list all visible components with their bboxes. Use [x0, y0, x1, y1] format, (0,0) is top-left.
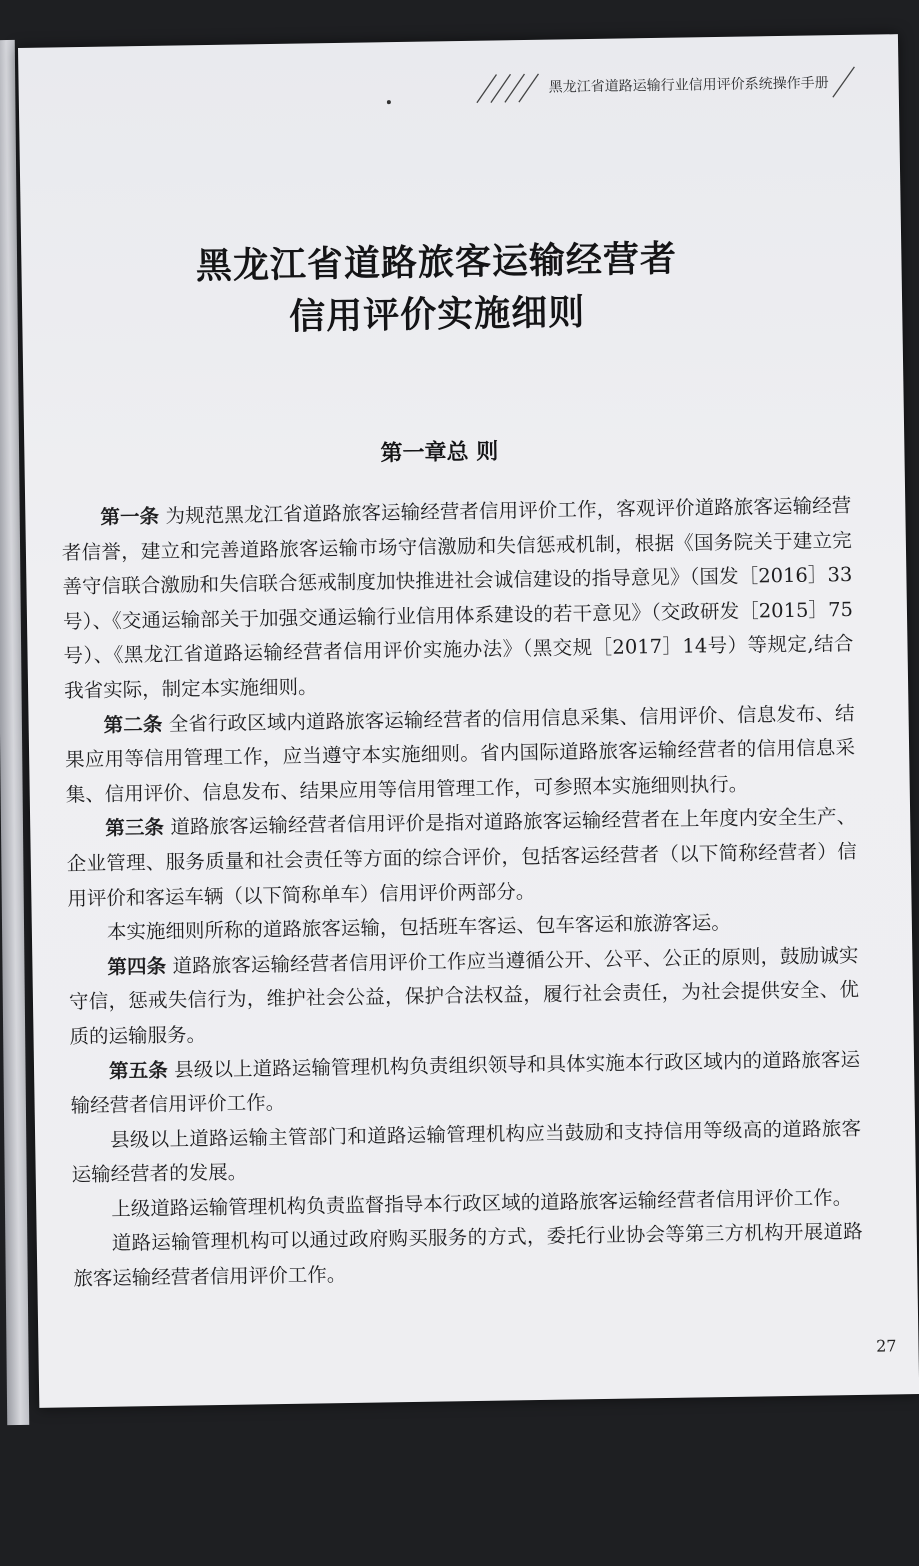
article-paragraph	[64, 697, 856, 813]
article-text: 本实施细则所称的道路旅客运输，包括班车客运、包车客运和旅游客运。	[106, 911, 732, 944]
article-label: 第五条	[108, 1058, 169, 1083]
page-number: 27	[875, 1336, 897, 1356]
body-text	[61, 489, 863, 1297]
article-label: 第三条	[105, 816, 165, 841]
header-dot	[387, 100, 391, 104]
header-slashes-decoration	[466, 70, 545, 105]
chapter-heading: 第一章总 则	[380, 438, 499, 467]
article-text: 道路运输管理机构可以通过政府购买服务的方式，委托行业协会等第三方机构开展道路旅客运输经营者信用评价工作。	[73, 1220, 863, 1291]
running-header	[466, 65, 858, 105]
article-text: 上级道路运输管理机构负责监督指导本行政区域的道路旅客运输经营者信用评价工作。	[111, 1185, 853, 1221]
article-paragraph	[61, 489, 854, 709]
running-header-title: 黑龙江省道路运输行业信用评价系统操作手册	[548, 75, 829, 96]
article-paragraph	[73, 1215, 864, 1297]
article-paragraph	[70, 1042, 861, 1124]
article-label: 第二条	[103, 712, 163, 737]
article-label: 第四条	[107, 954, 167, 979]
document-title	[21, 230, 853, 347]
article-text: 县级以上道路运输主管部门和道路运输管理机构应当鼓励和支持信用等级高的道路旅客运输经营者的发展。	[71, 1116, 862, 1187]
article-paragraph	[66, 800, 858, 916]
article-text: 县级以上道路运输管理机构负责组织领导和具体实施本行政区域内的道路旅客运输经营者信用评价工作。	[70, 1047, 861, 1118]
article-paragraph	[71, 1112, 862, 1194]
article-text: 道路旅客运输经营者信用评价工作应当遵循公开、公平、公正的原则，鼓励诚实守信，惩戒失信行为，维护社会公益，保护合法权益，履行社会责任，为社会提供安全、优质的运输服务。	[68, 943, 860, 1049]
article-label: 第一条	[100, 504, 160, 529]
article-paragraph	[68, 939, 860, 1055]
article-text: 道路旅客运输经营者信用评价是指对道路旅客运输经营者在上年度内安全生产、企业管理、服务质量和社会责任等方面的综合评价，包括客运经营者（以下简称经营者）信用评价和客运车辆（以下简称单车）信用评价两部分。	[66, 805, 857, 910]
article-text: 全省行政区域内道路旅客运输经营者的信用信息采集、信用评价、信息发布、结果应用等信用管理工作，应当遵守本实施细则。省内国际道路旅客运输经营者的信用信息采集、信用评价、信息发布、结果应用等信用管理工作，可参照本实施细则执行。	[65, 701, 856, 807]
article-text: 为规范黑龙江省道路旅客运输经营者信用评价工作，客观评价道路旅客运输经营者信誉，建立和完善道路旅客运输市场守信激励和失信惩戒机制，根据《国务院关于建立完善守信联合激励和失信联合惩戒制度加快推进社会诚信建设的指导意见》（国发［2016］33号）、《交通运输部关于加强交通运输行业信用体系建设的若干意见》（交政研发［2015］75号）、《黑龙江省道路运输经营者信用评价实施办法》（黑交规［2017］14号）等规定,结合我省实际，制定本实施细则。	[61, 493, 854, 703]
document-title-line-1: 黑龙江省道路旅客运输经营者	[195, 237, 678, 288]
document-title-line-2: 信用评价实施细则	[288, 291, 586, 338]
header-slash-end-decoration	[828, 65, 859, 99]
book-page	[18, 34, 919, 1408]
